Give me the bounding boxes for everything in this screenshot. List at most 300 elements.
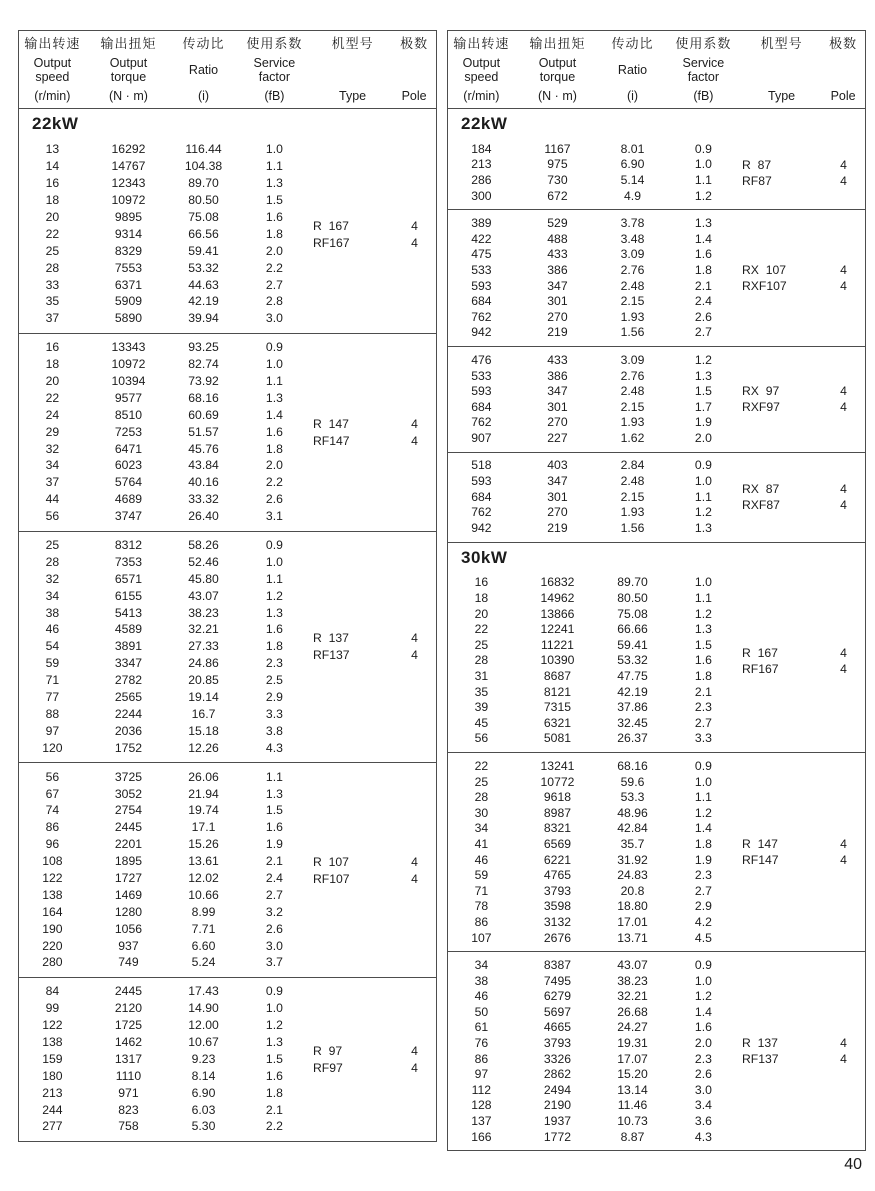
service-cell: 2.7	[265, 887, 283, 902]
torque-cell: 386	[547, 368, 568, 383]
header-unit: (fB)	[264, 88, 285, 103]
ratio-cell: 82.74	[188, 357, 219, 372]
speed-cell: 138	[42, 1034, 63, 1049]
service-cell: 2.1	[694, 684, 712, 699]
table-row	[448, 231, 865, 247]
table-row	[19, 886, 436, 903]
ratio-cell: 42.19	[617, 684, 648, 699]
table-row	[448, 699, 865, 715]
torque-cell: 4665	[543, 1020, 572, 1035]
service-cell: 1.8	[265, 441, 283, 456]
service-cell: 1.3	[694, 622, 712, 637]
ratio-cell: 17.1	[191, 820, 216, 835]
service-cell: 2.1	[265, 1102, 283, 1117]
table-row	[448, 141, 865, 157]
table-row	[19, 689, 436, 706]
table-row	[19, 310, 436, 327]
service-cell: 1.4	[694, 821, 712, 836]
type-pole-line	[742, 645, 865, 661]
ratio-cell: 3.78	[620, 216, 645, 231]
torque-cell: 488	[547, 231, 568, 246]
pole-value: 4	[840, 837, 847, 852]
table-row	[448, 684, 865, 700]
table-row	[19, 954, 436, 971]
table-row	[19, 192, 436, 209]
pole-value: 4	[840, 263, 847, 278]
speed-cell: 213	[42, 1085, 63, 1100]
speed-cell: 476	[471, 352, 492, 367]
ratio-cell: 3.48	[620, 231, 645, 246]
type-pole-line	[313, 415, 436, 432]
table-row	[448, 914, 865, 930]
speed-cell: 59	[45, 656, 60, 671]
type-pole-line	[742, 383, 865, 399]
ratio-cell: 17.07	[617, 1051, 648, 1066]
ratio-cell: 1.93	[620, 309, 645, 324]
header-unit: (N · m)	[109, 88, 148, 103]
service-cell: 1.8	[694, 836, 712, 851]
service-cell: 1.4	[694, 1004, 712, 1019]
header-label-en: Service factor	[682, 56, 725, 85]
torque-cell: 2782	[114, 673, 143, 688]
torque-cell: 6279	[543, 989, 572, 1004]
service-cell: 2.7	[694, 325, 712, 340]
service-cell: 1.0	[265, 357, 283, 372]
service-cell: 1.6	[265, 622, 283, 637]
speed-cell: 39	[474, 700, 489, 715]
pole-value: 4	[411, 648, 418, 663]
service-cell: 2.1	[694, 278, 712, 293]
table-row	[19, 937, 436, 954]
speed-cell: 77	[45, 690, 60, 705]
ratio-cell: 6.03	[191, 1102, 216, 1117]
speed-cell: 96	[45, 837, 60, 852]
header-col-torque	[86, 37, 171, 103]
speed-cell: 277	[42, 1119, 63, 1134]
speed-cell: 84	[45, 984, 60, 999]
ratio-cell: 14.90	[188, 1001, 219, 1016]
torque-cell: 2190	[543, 1098, 572, 1113]
pole-value: 4	[411, 433, 418, 448]
torque-cell: 823	[118, 1102, 139, 1117]
torque-cell: 5697	[543, 1004, 572, 1019]
service-cell: 1.1	[694, 172, 712, 187]
speed-cell: 16	[474, 575, 489, 590]
torque-cell: 12343	[111, 176, 146, 191]
speed-cell: 122	[42, 1018, 63, 1033]
pole-value: 4	[840, 645, 847, 660]
table-row	[19, 604, 436, 621]
torque-cell: 16292	[111, 142, 146, 157]
speed-cell: 22	[474, 622, 489, 637]
torque-cell: 5413	[114, 605, 143, 620]
type-pole-group	[742, 836, 865, 868]
torque-cell: 730	[547, 172, 568, 187]
table-row	[448, 821, 865, 837]
speed-cell: 56	[45, 509, 60, 524]
ratio-cell: 53.3	[620, 790, 645, 805]
torque-cell: 937	[118, 938, 139, 953]
speed-cell: 518	[471, 458, 492, 473]
ratio-cell: 3.09	[620, 247, 645, 262]
header-label-en: Ratio	[188, 63, 219, 78]
torque-cell: 219	[547, 325, 568, 340]
type-label: R 147	[742, 837, 778, 852]
service-cell: 2.4	[694, 294, 712, 309]
header-col-ratio	[600, 37, 665, 103]
header-label-en: Output torque	[538, 56, 577, 85]
speed-cell: 422	[471, 231, 492, 246]
torque-cell: 10772	[540, 774, 575, 789]
speed-cell: 593	[471, 278, 492, 293]
speed-cell: 475	[471, 247, 492, 262]
table-row	[19, 587, 436, 604]
section-title: 22kW	[461, 114, 508, 133]
torque-cell: 529	[547, 216, 568, 231]
ratio-cell: 6.90	[620, 157, 645, 172]
service-cell: 2.3	[694, 868, 712, 883]
service-cell: 0.9	[694, 758, 712, 773]
type-pole-group	[742, 383, 865, 415]
speed-cell: 20	[45, 374, 60, 389]
service-cell: 1.8	[694, 262, 712, 277]
speed-cell: 20	[474, 606, 489, 621]
torque-cell: 10972	[111, 193, 146, 208]
table-row	[19, 339, 436, 356]
speed-cell: 22	[45, 390, 60, 405]
torque-cell: 6471	[114, 441, 143, 456]
pole-value: 4	[840, 157, 847, 172]
power-section	[448, 542, 865, 1151]
header-label-zh: 使用系数	[246, 36, 303, 51]
torque-cell: 10390	[540, 653, 575, 668]
header-label-zh: 输出转速	[453, 36, 510, 51]
service-cell: 1.3	[694, 368, 712, 383]
service-cell: 2.6	[694, 1067, 712, 1082]
speed-cell: 28	[45, 260, 60, 275]
ratio-cell: 80.50	[188, 193, 219, 208]
torque-cell: 975	[547, 157, 568, 172]
torque-cell: 270	[547, 505, 568, 520]
type-pole-line	[742, 1051, 865, 1067]
type-pole-line	[742, 278, 865, 294]
table-row	[448, 758, 865, 774]
torque-cell: 1110	[115, 1068, 142, 1083]
type-label: RXF87	[742, 498, 780, 513]
table-row	[448, 1020, 865, 1036]
service-cell: 3.0	[694, 1082, 712, 1097]
service-cell: 1.1	[265, 571, 283, 586]
table-row	[19, 553, 436, 570]
torque-cell: 8121	[543, 684, 572, 699]
ratio-cell: 19.74	[188, 803, 219, 818]
type-pole-line	[742, 157, 865, 173]
service-cell: 1.5	[265, 1051, 283, 1066]
torque-cell: 1280	[114, 904, 143, 919]
data-block	[19, 977, 436, 1141]
ratio-cell: 3.09	[620, 352, 645, 367]
service-cell: 1.2	[694, 805, 712, 820]
type-pole-group	[742, 481, 865, 513]
service-cell: 1.8	[694, 669, 712, 684]
spec-table-right	[447, 30, 866, 1151]
torque-cell: 227	[547, 430, 568, 445]
speed-cell: 34	[474, 958, 489, 973]
torque-cell: 7353	[114, 554, 143, 569]
speed-cell: 122	[42, 870, 63, 885]
service-cell: 1.3	[265, 786, 283, 801]
ratio-cell: 66.66	[617, 622, 648, 637]
speed-cell: 942	[471, 325, 492, 340]
service-cell: 1.2	[694, 352, 712, 367]
torque-cell: 3052	[114, 786, 143, 801]
header-label-zh: 输出扭矩	[529, 36, 586, 51]
spec-table-left	[18, 30, 437, 1142]
ratio-cell: 68.16	[188, 390, 219, 405]
torque-cell: 7315	[543, 700, 572, 715]
torque-cell: 2494	[543, 1082, 572, 1097]
type-pole-line	[742, 262, 865, 278]
ratio-cell: 89.70	[188, 176, 219, 191]
table-row	[19, 1000, 436, 1017]
service-cell: 3.0	[265, 938, 283, 953]
type-pole-line	[313, 870, 436, 887]
type-label: R 97	[313, 1043, 343, 1058]
type-pole-group	[313, 217, 436, 251]
table-row	[448, 973, 865, 989]
torque-cell: 6571	[114, 571, 143, 586]
ratio-cell: 26.68	[617, 1004, 648, 1019]
torque-cell: 13866	[540, 606, 575, 621]
torque-cell: 1056	[114, 921, 143, 936]
service-cell: 3.8	[265, 723, 283, 738]
header-col-speed	[448, 37, 515, 103]
header-unit: (N · m)	[538, 88, 577, 103]
table-row	[19, 175, 436, 192]
ratio-cell: 60.69	[188, 407, 219, 422]
speed-cell: 25	[474, 774, 489, 789]
torque-cell: 3132	[543, 914, 572, 929]
table-row	[19, 1118, 436, 1135]
ratio-cell: 6.90	[191, 1085, 216, 1100]
speed-cell: 35	[474, 684, 489, 699]
speed-cell: 56	[474, 731, 489, 746]
speed-cell: 286	[471, 172, 492, 187]
data-block	[448, 346, 865, 452]
torque-cell: 433	[547, 247, 568, 262]
type-label: R 137	[742, 1036, 778, 1051]
torque-cell: 8387	[543, 958, 572, 973]
service-cell: 2.8	[265, 294, 283, 309]
torque-cell: 9577	[114, 390, 143, 405]
type-pole-group	[313, 1042, 436, 1076]
type-label: RF147	[742, 853, 779, 868]
speed-cell: 38	[474, 973, 489, 988]
table-row	[19, 356, 436, 373]
service-cell: 3.0	[265, 311, 283, 326]
speed-cell: 593	[471, 474, 492, 489]
service-cell: 1.4	[694, 231, 712, 246]
service-cell: 2.6	[694, 309, 712, 324]
service-cell: 4.3	[265, 740, 283, 755]
service-cell: 3.3	[694, 731, 712, 746]
pole-value: 4	[411, 871, 418, 886]
service-cell: 1.1	[265, 769, 283, 784]
service-cell: 1.3	[694, 216, 712, 231]
data-block	[19, 136, 436, 333]
speed-cell: 71	[45, 673, 60, 688]
service-cell: 1.3	[265, 1034, 283, 1049]
type-label: RX 107	[742, 263, 787, 278]
ratio-cell: 2.76	[620, 262, 645, 277]
ratio-cell: 80.50	[617, 591, 648, 606]
table-row	[19, 1017, 436, 1034]
torque-cell: 1895	[114, 854, 143, 869]
section-title: 30kW	[461, 547, 508, 567]
table-row	[19, 836, 436, 853]
header-label-zh: 使用系数	[675, 36, 732, 51]
service-cell: 1.3	[265, 390, 283, 405]
speed-cell: 25	[45, 538, 60, 553]
table-row	[448, 309, 865, 325]
header-col-service	[665, 37, 742, 103]
type-label: R 167	[742, 645, 778, 660]
torque-cell: 386	[547, 262, 568, 277]
ratio-cell: 73.92	[188, 374, 219, 389]
service-cell: 1.8	[265, 639, 283, 654]
speed-cell: 99	[45, 1001, 60, 1016]
ratio-cell: 6.60	[191, 938, 216, 953]
speed-cell: 762	[471, 505, 492, 520]
pole-value: 4	[840, 279, 847, 294]
table-row	[448, 188, 865, 204]
speed-cell: 907	[471, 430, 492, 445]
speed-cell: 29	[45, 424, 60, 439]
type-label: R 107	[313, 854, 349, 869]
table-row	[448, 247, 865, 263]
speed-cell: 112	[471, 1082, 492, 1097]
torque-cell: 1167	[544, 141, 571, 156]
ratio-cell: 5.30	[191, 1119, 216, 1134]
table-row	[19, 474, 436, 491]
torque-cell: 971	[118, 1085, 139, 1100]
speed-cell: 184	[471, 141, 492, 156]
ratio-cell: 17.01	[617, 914, 648, 929]
ratio-cell: 59.6	[620, 774, 645, 789]
header-unit: (r/min)	[34, 88, 71, 103]
speed-cell: 37	[45, 475, 60, 490]
speed-cell: 37	[45, 311, 60, 326]
ratio-cell: 13.14	[617, 1082, 648, 1097]
ratio-cell: 43.07	[617, 958, 648, 973]
header-unit: Pole	[830, 88, 856, 103]
pole-value: 4	[840, 1052, 847, 1067]
header-label-en: Output speed	[33, 56, 72, 85]
table-row	[19, 1101, 436, 1118]
torque-cell: 12241	[540, 622, 575, 637]
header-label-zh: 机型号	[331, 36, 374, 51]
type-pole-line	[742, 852, 865, 868]
ratio-cell: 53.32	[617, 653, 648, 668]
ratio-cell: 26.06	[188, 769, 219, 784]
type-pole-group	[742, 262, 865, 294]
ratio-cell: 51.57	[188, 424, 219, 439]
speed-cell: 220	[42, 938, 63, 953]
service-cell: 2.7	[265, 277, 283, 292]
type-pole-group	[313, 630, 436, 664]
ratio-cell: 32.45	[617, 715, 648, 730]
service-cell: 1.8	[265, 226, 283, 241]
type-label: RF137	[742, 1052, 779, 1067]
table-row	[19, 802, 436, 819]
data-block	[19, 762, 436, 977]
table-row	[448, 352, 865, 368]
torque-cell: 6569	[543, 836, 572, 851]
service-cell: 0.9	[265, 538, 283, 553]
ratio-cell: 10.73	[617, 1114, 648, 1129]
ratio-cell: 12.00	[188, 1018, 219, 1033]
torque-cell: 10972	[111, 357, 146, 372]
type-pole-line	[742, 1035, 865, 1051]
section-title: 22kW	[32, 114, 79, 133]
table-row	[448, 293, 865, 309]
service-cell: 1.2	[694, 505, 712, 520]
speed-cell: 22	[474, 758, 489, 773]
type-label: RF147	[313, 433, 350, 448]
speed-cell: 16	[45, 340, 60, 355]
type-pole-line	[313, 217, 436, 234]
ratio-cell: 2.48	[620, 384, 645, 399]
type-label: RF87	[742, 173, 772, 188]
service-cell: 1.9	[694, 415, 712, 430]
speed-cell: 18	[474, 591, 489, 606]
speed-cell: 56	[45, 769, 60, 784]
data-block	[19, 531, 436, 763]
torque-cell: 6371	[114, 277, 143, 292]
torque-cell: 8510	[114, 407, 143, 422]
torque-cell: 5909	[114, 294, 143, 309]
torque-cell: 14767	[111, 159, 146, 174]
ratio-cell: 2.76	[620, 368, 645, 383]
service-cell: 1.4	[265, 407, 283, 422]
ratio-cell: 17.43	[188, 984, 219, 999]
ratio-cell: 19.14	[188, 690, 219, 705]
ratio-cell: 45.80	[188, 571, 219, 586]
speed-cell: 120	[42, 740, 63, 755]
service-cell: 1.3	[694, 520, 712, 535]
table-row	[448, 325, 865, 341]
pole-value: 4	[411, 1043, 418, 1058]
torque-cell: 347	[547, 278, 568, 293]
header-unit: (fB)	[693, 88, 714, 103]
ratio-cell: 75.08	[617, 606, 648, 621]
header-label-zh: 传动比	[182, 36, 225, 51]
header-col-pole	[392, 37, 436, 103]
torque-cell: 1752	[114, 740, 143, 755]
table-row	[448, 606, 865, 622]
torque-cell: 8687	[543, 669, 572, 684]
ratio-cell: 24.27	[617, 1020, 648, 1035]
service-cell: 1.1	[694, 489, 712, 504]
torque-cell: 5081	[543, 731, 572, 746]
ratio-cell: 27.33	[188, 639, 219, 654]
speed-cell: 34	[474, 821, 489, 836]
speed-cell: 280	[42, 955, 63, 970]
pole-value: 4	[840, 1036, 847, 1051]
table-row	[448, 883, 865, 899]
service-cell: 4.3	[694, 1129, 712, 1144]
table-row	[19, 373, 436, 390]
